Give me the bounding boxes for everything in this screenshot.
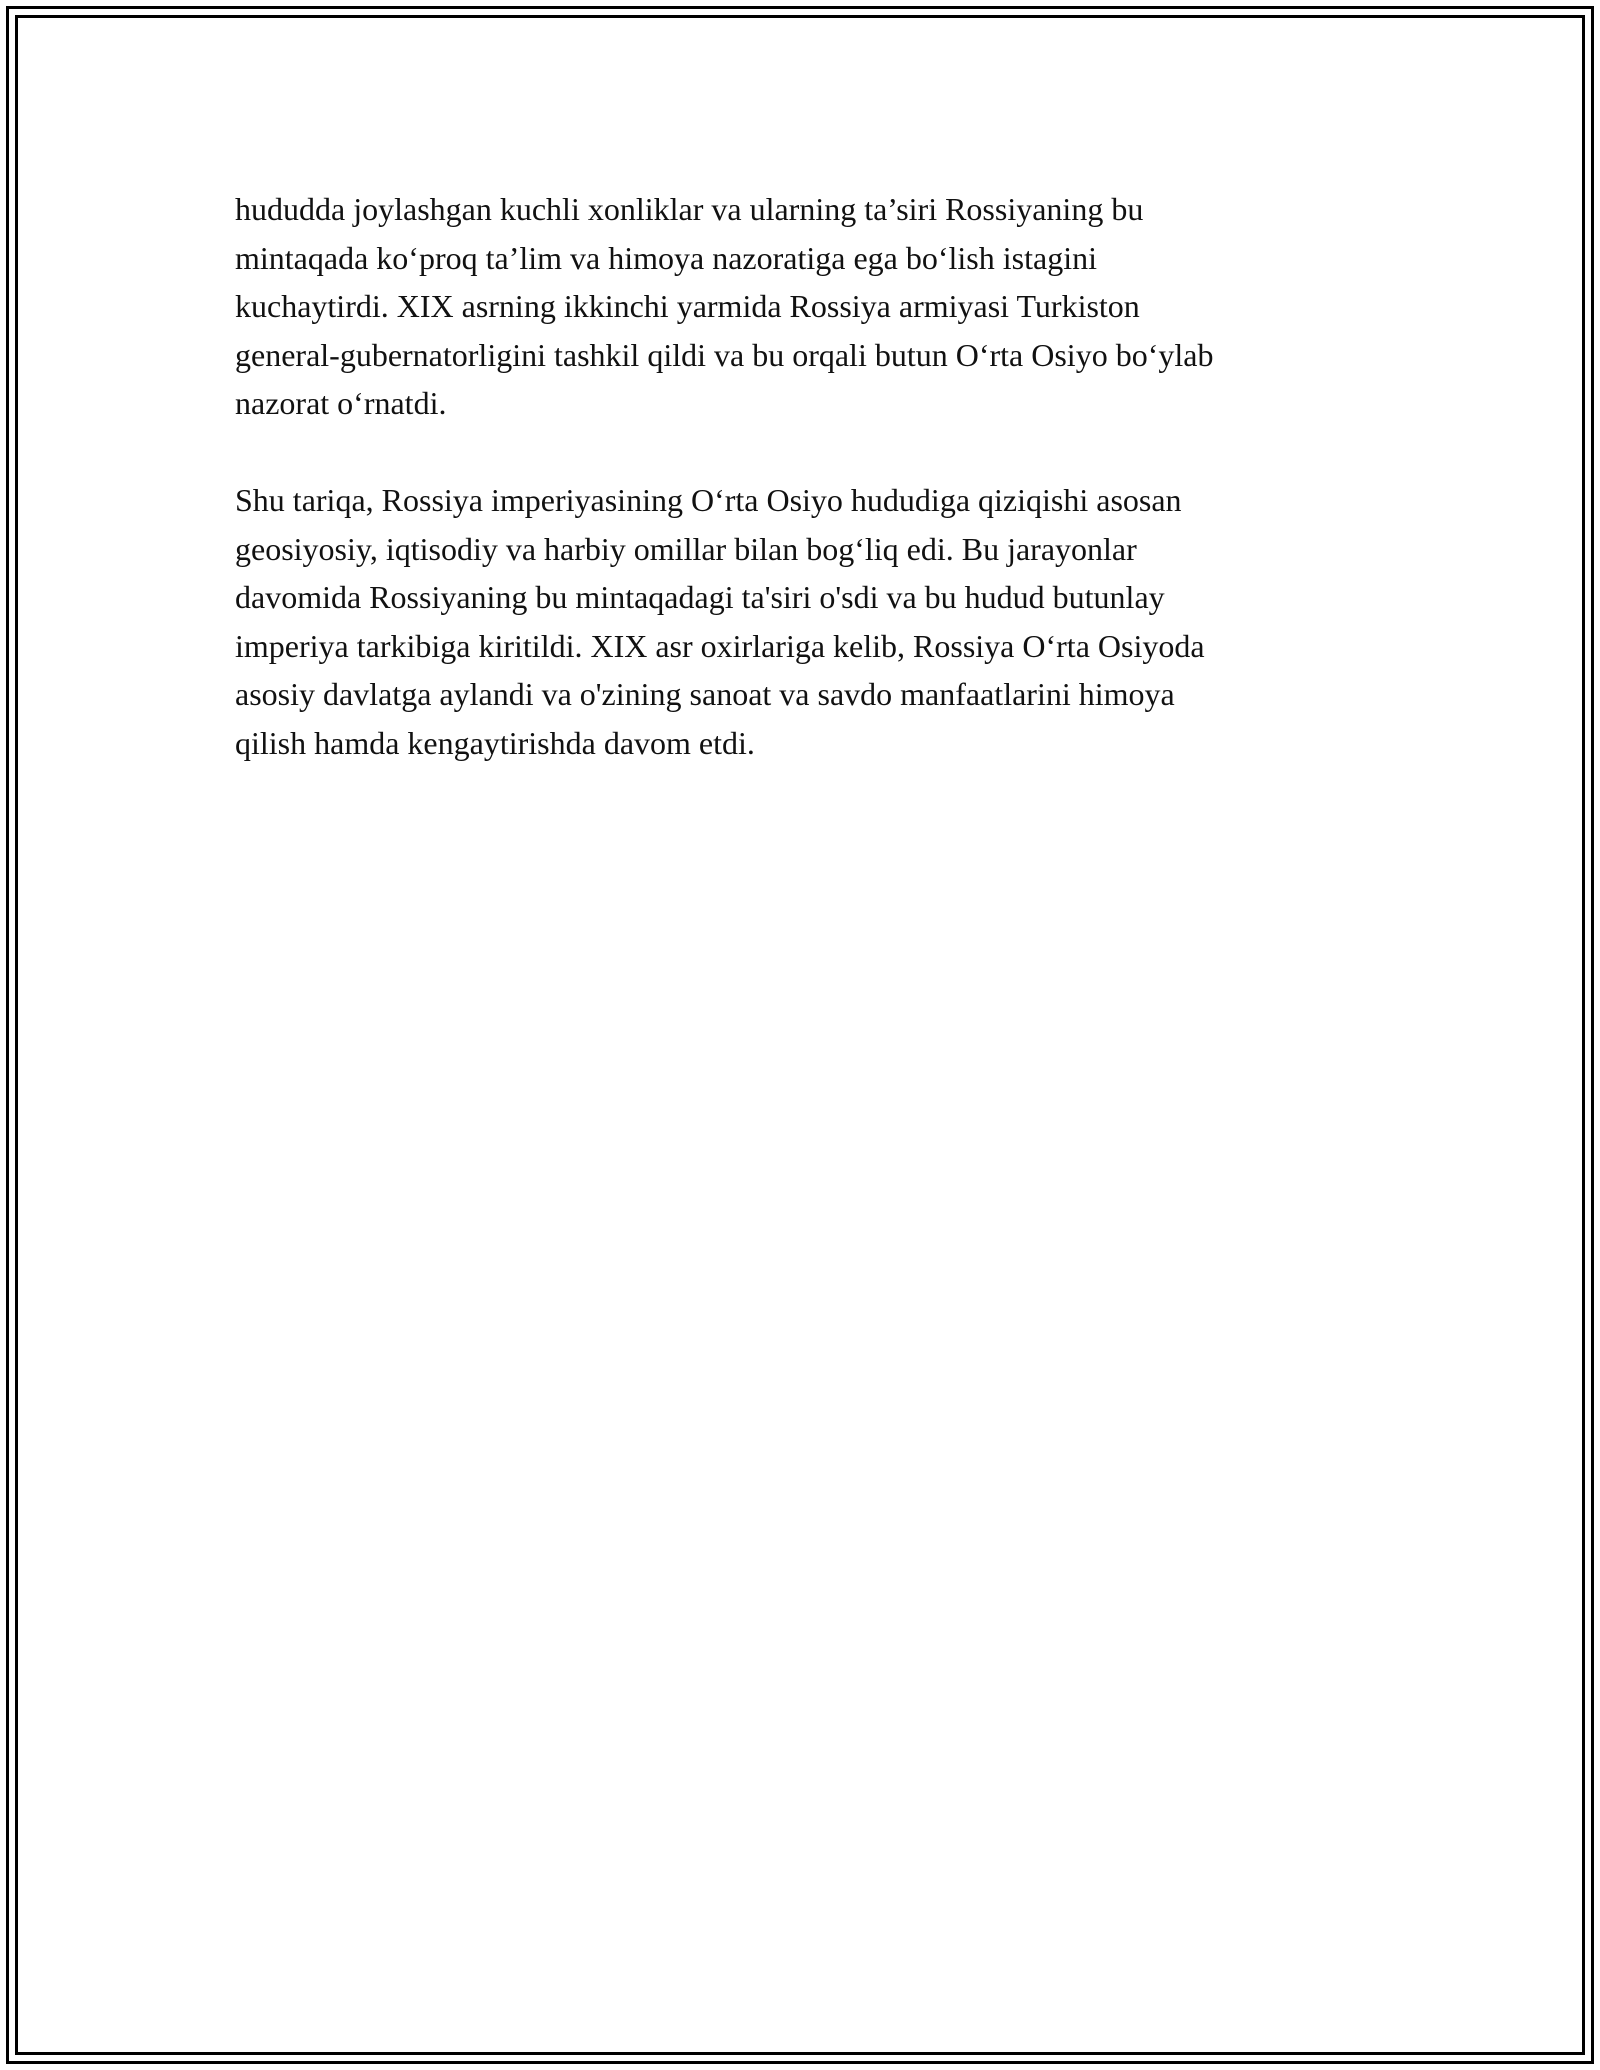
paragraph-2 [235, 476, 1365, 767]
text-line: mintaqada ko‘proq ta’lim va himoya nazoratiga ega bo‘lish istagini [235, 239, 1097, 276]
text-line: geosiyosiy, iqtisodiy va harbiy omillar bilan bog‘liq edi. Bu jarayonlar [235, 530, 1137, 567]
text-line: nazorat o‘rnatdi. [235, 385, 447, 421]
text-line: qilish hamda kengaytirishda davom etdi. [235, 724, 755, 761]
text-line: hududda joylashgan kuchli xonliklar va ularning ta’siri Rossiyaning bu [235, 191, 1144, 227]
text-line: general-gubernatorligini tashkil qildi va bu orqali butun O‘rta Osiyo bo‘ylab [235, 336, 1214, 373]
text-line: davomida Rossiyaning bu mintaqadagi ta'siri o'sdi va bu hudud butunlay [235, 579, 1165, 615]
text-line: asosiy davlatga aylandi va o'zining sanoat va savdo manfaatlarini himoya [235, 676, 1175, 712]
text-line: kuchaytirdi. XIX asrning ikkinchi yarmida Rossiya armiyasi Turkiston [235, 288, 1140, 324]
text-line: imperiya tarkibiga kiritildi. XIX asr oxirlariga kelib, Rossiya O‘rta Osiyoda [235, 627, 1205, 664]
text-line: Shu tariqa, Rossiya imperiyasining O‘rta Osiyo hududiga qiziqishi asosan [235, 482, 1182, 518]
document-body [235, 185, 1365, 767]
paragraph-1 [235, 185, 1365, 428]
